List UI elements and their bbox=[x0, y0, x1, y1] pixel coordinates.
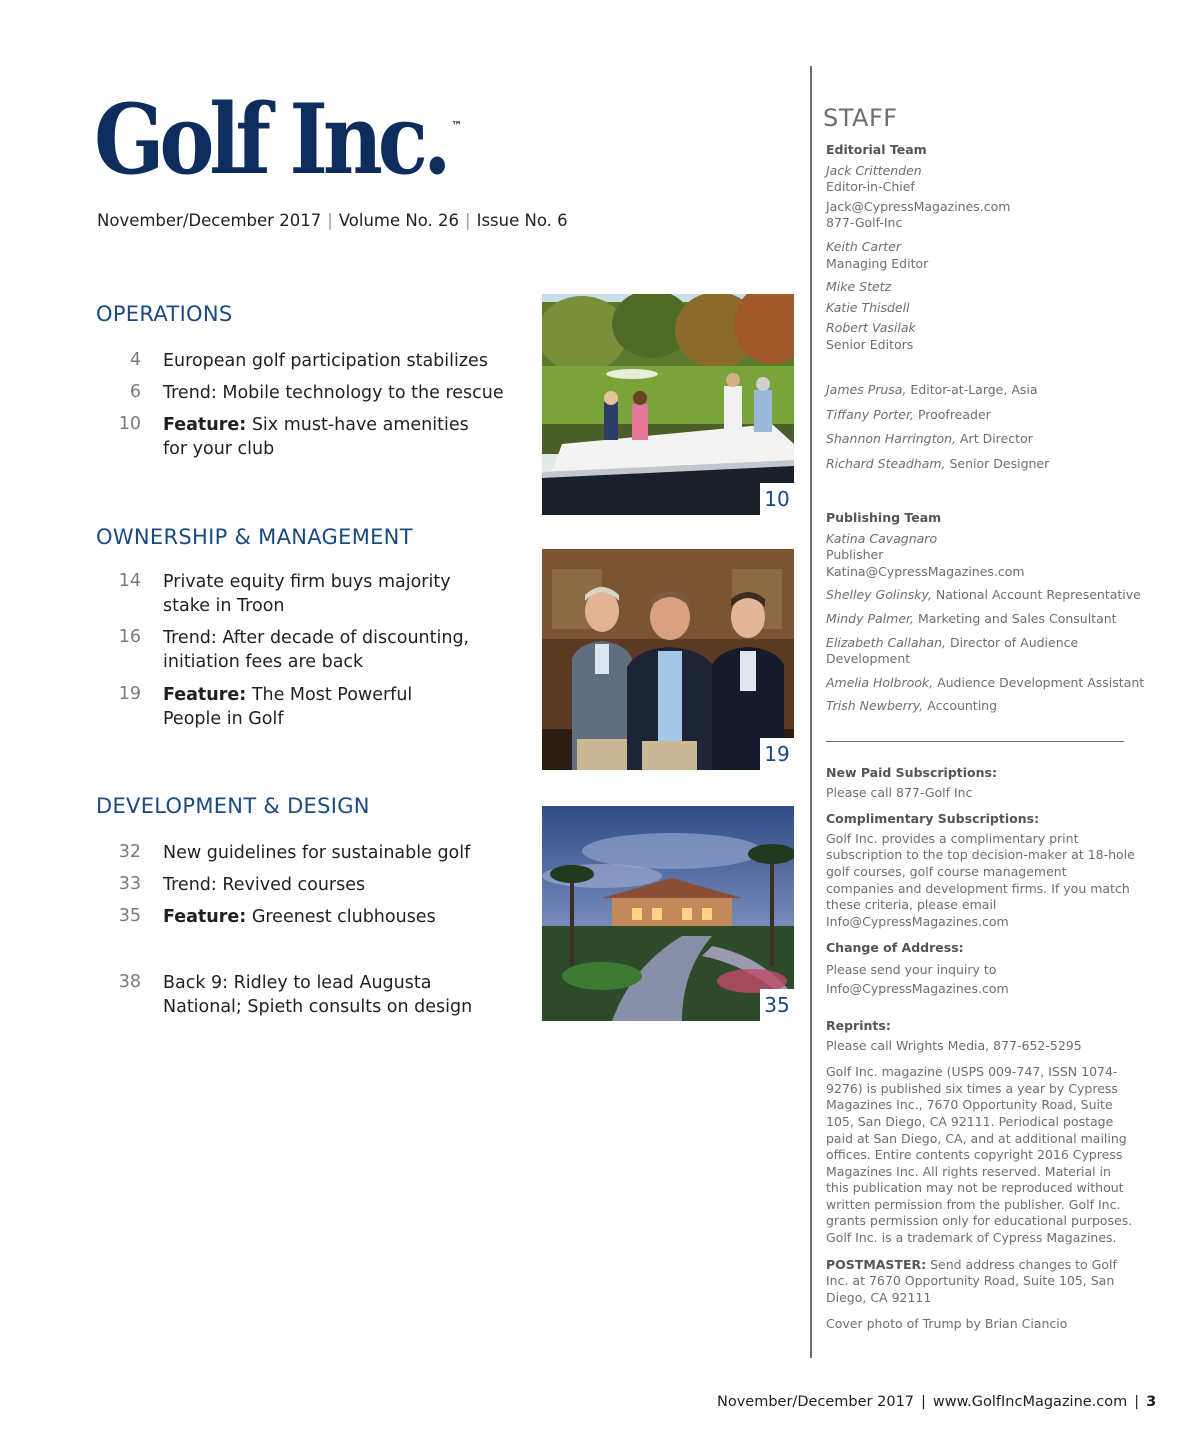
photo-page-number: 35 bbox=[760, 989, 794, 1021]
toc-page-number: 19 bbox=[118, 684, 141, 704]
staff-name: Katina Cavagnaro bbox=[826, 530, 938, 546]
staff-line: Mindy Palmer, Marketing and Sales Consultant bbox=[826, 610, 1117, 626]
publishing-team-block bbox=[826, 510, 1148, 715]
complimentary-subscriptions-heading: Complimentary Subscriptions: bbox=[826, 811, 1040, 827]
issue-number: Issue No. 6 bbox=[476, 211, 568, 230]
staff-divider bbox=[826, 741, 1124, 742]
cover-credit: Cover photo of Trump by Brian Ciancio bbox=[826, 1316, 1068, 1332]
editor-phone: 877-Golf-Inc bbox=[826, 215, 903, 231]
toc-item[interactable]: Trend: After decade of discounting, initiation fees are back bbox=[163, 628, 470, 672]
toc-page-number: 10 bbox=[118, 414, 141, 434]
publisher-email[interactable]: Katina@CypressMagazines.com bbox=[826, 563, 1025, 579]
page-number: 3 bbox=[1146, 1394, 1157, 1410]
staff-line: James Prusa, Editor-at-Large, Asia bbox=[826, 382, 1038, 397]
staff-name: Jack Crittenden bbox=[826, 162, 922, 178]
staff-name: Keith Carter bbox=[826, 238, 901, 254]
staff-line: Shelley Golinsky, National Account Representative bbox=[826, 587, 1141, 603]
publishing-team-heading: Publishing Team bbox=[826, 510, 942, 525]
column-divider bbox=[810, 66, 812, 1358]
toc-item[interactable]: Trend: Revived courses bbox=[163, 875, 366, 895]
footer-date: November/December 2017 bbox=[717, 1394, 915, 1410]
staff-role: Senior Editors bbox=[826, 336, 914, 352]
photo-clubhouse-dusk bbox=[542, 806, 794, 1021]
staff-role: Publisher bbox=[826, 547, 884, 563]
reprints-heading: Reprints: bbox=[826, 1017, 891, 1033]
staff-line: Trish Newberry, Accounting bbox=[826, 698, 998, 714]
staff-role: Editor-in-Chief bbox=[826, 179, 915, 195]
toc-page-number: 33 bbox=[118, 874, 141, 894]
staff-line: Elizabeth Callahan, Director of Audience Development bbox=[826, 634, 1079, 667]
toc-item[interactable]: Trend: Mobile technology to the rescue bbox=[163, 383, 504, 403]
complimentary-subscriptions-text: Golf Inc. provides a complimentary print subscription to the top decision-maker at 18-hole golf courses, golf course management companies and development firms. If you match these criteria, please email Info@CypressMagazines.com bbox=[826, 830, 1135, 929]
toc-item[interactable]: New guidelines for sustainable golf bbox=[163, 843, 471, 863]
change-of-address-heading: Change of Address: bbox=[826, 940, 964, 956]
staff-name: Robert Vasilak bbox=[826, 320, 916, 336]
issue-date: November/December 2017 bbox=[97, 211, 322, 230]
toc-page-number: 16 bbox=[118, 627, 141, 647]
section-title-ownership: OWNERSHIP & MANAGEMENT bbox=[96, 525, 413, 549]
postmaster-text: POSTMASTER: Send address changes to Golf Inc. at 7670 Opportunity Road, Suite 105, San Diego, CA 92111 bbox=[826, 1256, 1117, 1305]
change-of-address-text: Please send your inquiry to Info@CypressMagazines.com bbox=[826, 961, 1009, 996]
paid-subscriptions-text: Please call 877-Golf Inc bbox=[826, 784, 973, 800]
photo-boat-golf-course bbox=[542, 294, 794, 515]
reprints-text: Please call Wrights Media, 877-652-5295 bbox=[826, 1037, 1082, 1053]
staff-title: STAFF bbox=[823, 104, 898, 132]
toc-item[interactable]: Feature: The Most Powerful People in Golf bbox=[163, 685, 413, 729]
subscriptions-block bbox=[826, 765, 1136, 1333]
toc-page-number: 35 bbox=[118, 906, 141, 926]
issue-info: November/December 2017 | Volume No. 26 | Issue No. 6 bbox=[97, 211, 568, 230]
toc-item-back9[interactable]: Back 9: Ridley to lead Augusta National; Spieth consults on design bbox=[163, 973, 473, 1017]
trademark-symbol: ™ bbox=[451, 119, 462, 133]
paid-subscriptions-heading: New Paid Subscriptions: bbox=[826, 765, 997, 780]
staff-line: Tiffany Porter, Proofreader bbox=[826, 406, 991, 422]
photo-three-executives bbox=[542, 549, 794, 770]
section-title-operations: OPERATIONS bbox=[96, 302, 233, 326]
toc-page-number: 38 bbox=[118, 972, 141, 992]
staff-role: Managing Editor bbox=[826, 255, 929, 271]
staff-line: Richard Steadham, Senior Designer bbox=[826, 455, 1050, 471]
editorial-team-block bbox=[826, 142, 1148, 354]
magazine-logo: Golf Inc. ™ bbox=[94, 83, 462, 196]
toc-item[interactable]: European golf participation stabilizes bbox=[163, 351, 488, 371]
contributors-block bbox=[826, 382, 1148, 472]
staff-name: Katie Thisdell bbox=[826, 299, 910, 315]
legal-text: Golf Inc. magazine (USPS 009-747, ISSN 1074-9276) is published six times a year by Cypress Magazines Inc., 7670 Opportunity Road, Suite 105, San Diego, CA 92111. Periodical postage paid at San Diego, CA, and at additional mailing offices. Entire contents copyright 2016 Cypress Magazines Inc. All rights reserved. Material in this publication may not be reproduced without written permission from the publisher. Golf Inc. grants permission only for educational purposes. Golf Inc. is a trademark of Cypress Magazines. bbox=[826, 1064, 1133, 1246]
toc-item[interactable]: Feature: Greenest clubhouses bbox=[163, 907, 436, 927]
toc-page-number: 6 bbox=[129, 382, 141, 402]
toc-item[interactable]: Feature: Six must-have amenities for your club bbox=[163, 415, 469, 459]
toc-page-number: 14 bbox=[118, 571, 141, 591]
photo-page-number: 10 bbox=[760, 483, 794, 515]
staff-line: Shannon Harrington, Art Director bbox=[826, 431, 1033, 447]
toc-page-number: 4 bbox=[129, 350, 141, 370]
staff-name: Mike Stetz bbox=[826, 279, 892, 295]
toc-page-number: 32 bbox=[118, 842, 141, 862]
photo-page-number: 19 bbox=[760, 738, 794, 770]
page-footer: November/December 2017 | www.GolfIncMagazine.com | 3 bbox=[717, 1394, 1157, 1410]
editorial-team-heading: Editorial Team bbox=[826, 142, 927, 157]
staff-line: Amelia Holbrook, Audience Development Assistant bbox=[826, 674, 1145, 690]
editor-email[interactable]: Jack@CypressMagazines.com bbox=[826, 198, 1011, 214]
volume-number: Volume No. 26 bbox=[338, 211, 460, 230]
toc-item[interactable]: Private equity firm buys majority stake in Troon bbox=[163, 572, 451, 616]
section-title-development: DEVELOPMENT & DESIGN bbox=[96, 794, 370, 818]
footer-url[interactable]: www.GolfIncMagazine.com bbox=[932, 1394, 1128, 1410]
